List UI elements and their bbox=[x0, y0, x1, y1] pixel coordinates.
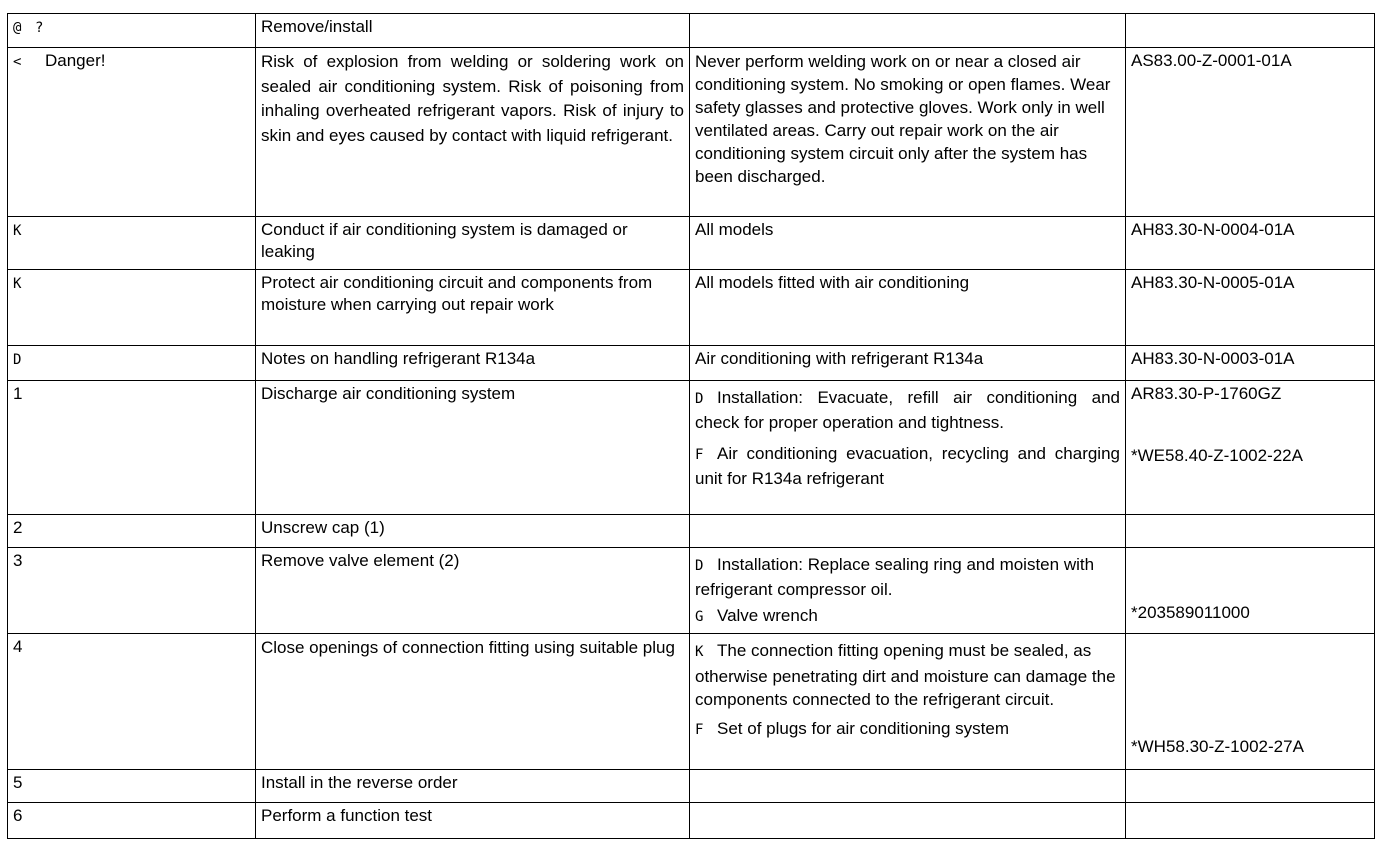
table-row bbox=[8, 48, 1375, 217]
step-number: 5 bbox=[8, 770, 256, 803]
reference-cell bbox=[1126, 515, 1375, 548]
table-row bbox=[8, 515, 1375, 548]
reference-cell bbox=[1126, 803, 1375, 839]
step-text: Conduct if air conditioning system is damaged or leaking bbox=[256, 217, 690, 270]
table-row bbox=[8, 381, 1375, 515]
tool-icon: F bbox=[695, 721, 704, 738]
reference-cell bbox=[1126, 634, 1375, 770]
info-icon: D bbox=[695, 558, 704, 574]
info-icon: D bbox=[13, 352, 22, 368]
reference-link[interactable]: AH83.30-N-0003-01A bbox=[1126, 346, 1375, 381]
reference-link[interactable]: *WE58.40-Z-1002-22A bbox=[1131, 446, 1303, 465]
procedure-table bbox=[7, 13, 1375, 839]
installation-note: D Installation: Replace sealing ring and moisten with refrigerant compressor oil. bbox=[695, 555, 1095, 599]
remove-install-symbol: @ bbox=[13, 20, 22, 36]
step-number: 1 bbox=[8, 381, 256, 515]
symbol-cell bbox=[8, 48, 256, 217]
notes-cell: All models bbox=[690, 217, 1126, 270]
step-text: Notes on handling refrigerant R134a bbox=[256, 346, 690, 381]
step-number: 4 bbox=[8, 634, 256, 770]
tool-icon: F bbox=[695, 447, 704, 463]
table-row bbox=[8, 217, 1375, 270]
reference-cell bbox=[1126, 381, 1375, 515]
table-row bbox=[8, 548, 1375, 634]
notes-cell bbox=[690, 770, 1126, 803]
notes-cell: Never perform welding work on or near a closed air conditioning system. No smoking or open flames. Wear safety glasses and protective gloves. Work only in well ventilated areas. Carry out repair work on the air conditioning system circuit only after the system has been discharged. bbox=[690, 48, 1126, 217]
tool-note: F Set of plugs for air conditioning system bbox=[695, 718, 1120, 741]
step-number: 2 bbox=[8, 515, 256, 548]
remove-install-symbol-2: ? bbox=[35, 20, 44, 36]
notes-cell: All models fitted with air conditioning bbox=[690, 270, 1126, 346]
table-row bbox=[8, 270, 1375, 346]
symbol-cell bbox=[8, 14, 256, 48]
reference-link[interactable]: AH83.30-N-0004-01A bbox=[1126, 217, 1375, 270]
notes-cell bbox=[690, 803, 1126, 839]
note-icon: K bbox=[13, 223, 22, 239]
reference-link[interactable]: *203589011000 bbox=[1131, 603, 1250, 622]
step-text: Protect air conditioning circuit and components from moisture when carrying out repair work bbox=[256, 270, 690, 346]
reference-link[interactable]: AS83.00-Z-0001-01A bbox=[1126, 48, 1375, 217]
notes-cell bbox=[690, 634, 1126, 770]
note-icon: K bbox=[695, 644, 704, 660]
reference-cell bbox=[1126, 14, 1375, 48]
step-text: Install in the reverse order bbox=[256, 770, 690, 803]
symbol-cell bbox=[8, 270, 256, 346]
step-text: Remove valve element (2) bbox=[256, 548, 690, 634]
step-text: Remove/install bbox=[256, 14, 690, 48]
danger-icon: < bbox=[13, 54, 22, 70]
reference-cell bbox=[1126, 770, 1375, 803]
table-row bbox=[8, 803, 1375, 839]
symbol-cell bbox=[8, 346, 256, 381]
step-text: Discharge air conditioning system bbox=[256, 381, 690, 515]
step-number: 3 bbox=[8, 548, 256, 634]
installation-note: D Installation: Evacuate, refill air conditioning and check for proper operation and tightness. bbox=[695, 388, 1120, 432]
tool-note: G Valve wrench bbox=[695, 605, 1120, 628]
reference-link[interactable]: *WH58.30-Z-1002-27A bbox=[1131, 737, 1304, 756]
step-text: Perform a function test bbox=[256, 803, 690, 839]
tool-icon: G bbox=[695, 609, 704, 625]
danger-label: Danger! bbox=[45, 51, 106, 70]
notes-cell bbox=[690, 381, 1126, 515]
notes-cell: Air conditioning with refrigerant R134a bbox=[690, 346, 1126, 381]
step-number: 6 bbox=[8, 803, 256, 839]
note-icon: K bbox=[13, 276, 22, 292]
step-text: Unscrew cap (1) bbox=[256, 515, 690, 548]
step-text: Close openings of connection fitting using suitable plug bbox=[256, 634, 690, 770]
warning-note: K The connection fitting opening must be sealed, as otherwise penetrating dirt and moisture can damage the components connected to the refrigerant circuit. bbox=[695, 641, 1116, 709]
table-row bbox=[8, 346, 1375, 381]
table-row bbox=[8, 634, 1375, 770]
table-row bbox=[8, 14, 1375, 48]
reference-cell bbox=[1126, 548, 1375, 634]
notes-cell bbox=[690, 515, 1126, 548]
tool-note: F Air conditioning evacuation, recycling and charging unit for R134a refrigerant bbox=[695, 444, 1120, 488]
step-text: Risk of explosion from welding or soldering work on sealed air conditioning system. Risk of poisoning from inhaling overheated refrigerant vapors. Risk of injury to skin and eyes caused by contact with liquid refrigerant. bbox=[256, 48, 690, 217]
reference-link[interactable]: AH83.30-N-0005-01A bbox=[1126, 270, 1375, 346]
notes-cell bbox=[690, 14, 1126, 48]
info-icon: D bbox=[695, 391, 704, 407]
notes-cell bbox=[690, 548, 1126, 634]
symbol-cell bbox=[8, 217, 256, 270]
table-row bbox=[8, 770, 1375, 803]
reference-link[interactable]: AR83.30-P-1760GZ bbox=[1131, 384, 1282, 403]
